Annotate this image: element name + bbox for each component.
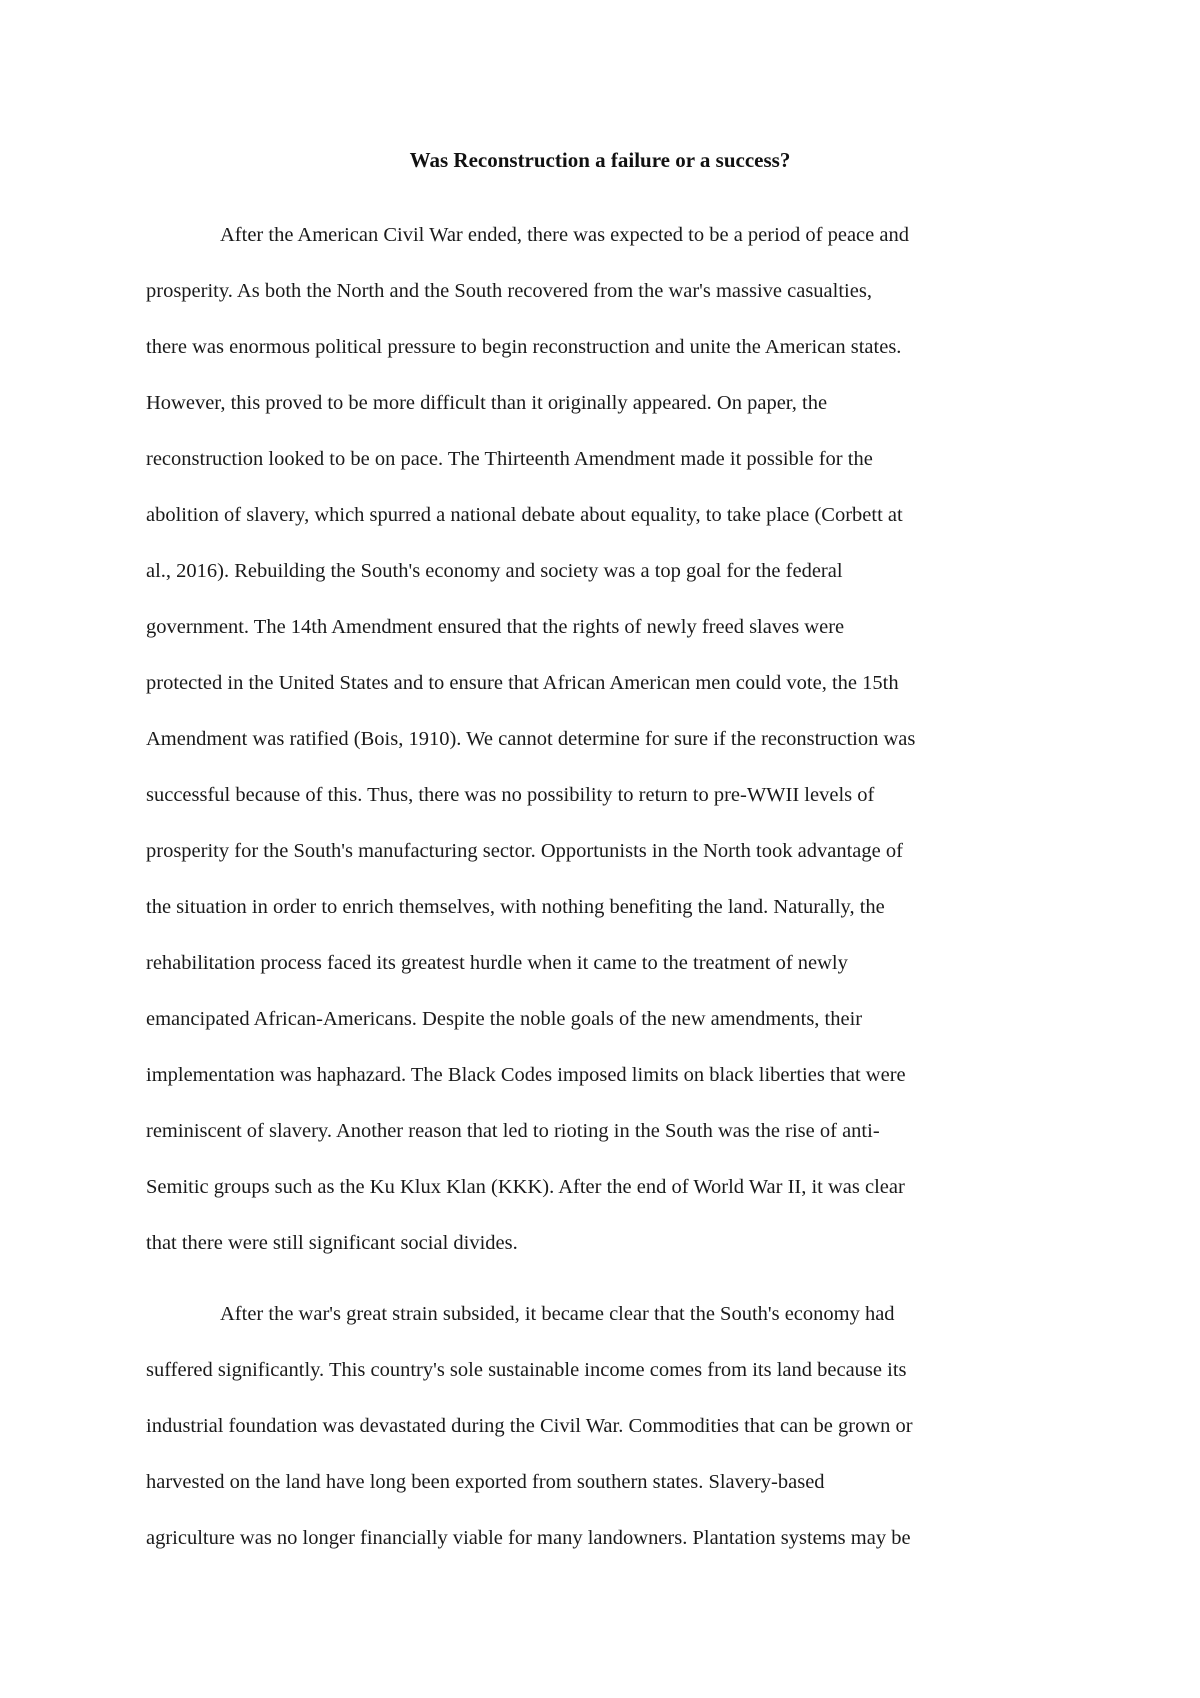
paragraph-1-line-1: After the American Civil War ended, there was expected to be a period of peace and (220, 224, 909, 246)
paragraph-2-line-3: industrial foundation was devastated during the Civil War. Commodities that can be grown or (146, 1415, 913, 1437)
document-title: Was Reconstruction a failure or a success? (409, 148, 791, 172)
paragraph-1-line-8: government. The 14th Amendment ensured that the rights of newly freed slaves were (146, 616, 845, 638)
paragraph-2-line-1: After the war's great strain subsided, it became clear that the South's economy had (220, 1303, 895, 1325)
paragraph-1-line-17: reminiscent of slavery. Another reason that led to rioting in the South was the rise of anti- (146, 1120, 880, 1142)
paragraph-1-line-2: prosperity. As both the North and the South recovered from the war's massive casualties, (146, 280, 872, 302)
paragraph-1-line-11: successful because of this. Thus, there was no possibility to return to pre-WWII levels of (146, 784, 875, 806)
paragraph-1-line-9: protected in the United States and to ensure that African American men could vote, the 15th (146, 672, 899, 694)
paragraph-1-line-16: implementation was haphazard. The Black Codes imposed limits on black liberties that were (146, 1064, 906, 1086)
paragraph-1-line-18: Semitic groups such as the Ku Klux Klan (KKK). After the end of World War II, it was clear (146, 1176, 905, 1198)
paragraph-1-line-10: Amendment was ratified (Bois, 1910). We cannot determine for sure if the reconstruction was (146, 728, 916, 750)
paragraph-1-line-6: abolition of slavery, which spurred a national debate about equality, to take place (Corbett at (146, 504, 903, 526)
paragraph-1-line-5: reconstruction looked to be on pace. The Thirteenth Amendment made it possible for the (146, 448, 873, 470)
paragraph-2-line-5: agriculture was no longer financially viable for many landowners. Plantation systems may be (146, 1527, 911, 1549)
paragraph-1-line-7: al., 2016). Rebuilding the South's economy and society was a top goal for the federal (146, 560, 843, 582)
paragraph-1-line-19: that there were still significant social divides. (146, 1232, 518, 1254)
paragraph-1-line-13: the situation in order to enrich themselves, with nothing benefiting the land. Naturally, the (146, 896, 885, 918)
paragraph-1-line-12: prosperity for the South's manufacturing sector. Opportunists in the North took advantage of (146, 840, 903, 862)
paragraph-1-line-4: However, this proved to be more difficult than it originally appeared. On paper, the (146, 392, 828, 414)
paragraph-1-line-3: there was enormous political pressure to begin reconstruction and unite the American states. (146, 336, 902, 358)
paragraph-2-line-2: suffered significantly. This country's sole sustainable income comes from its land because its (146, 1359, 907, 1381)
paragraph-1-line-15: emancipated African-Americans. Despite the noble goals of the new amendments, their (146, 1008, 863, 1030)
paragraph-1-line-14: rehabilitation process faced its greatest hurdle when it came to the treatment of newly (146, 952, 848, 974)
paragraph-2-line-4: harvested on the land have long been exported from southern states. Slavery-based (146, 1471, 825, 1493)
